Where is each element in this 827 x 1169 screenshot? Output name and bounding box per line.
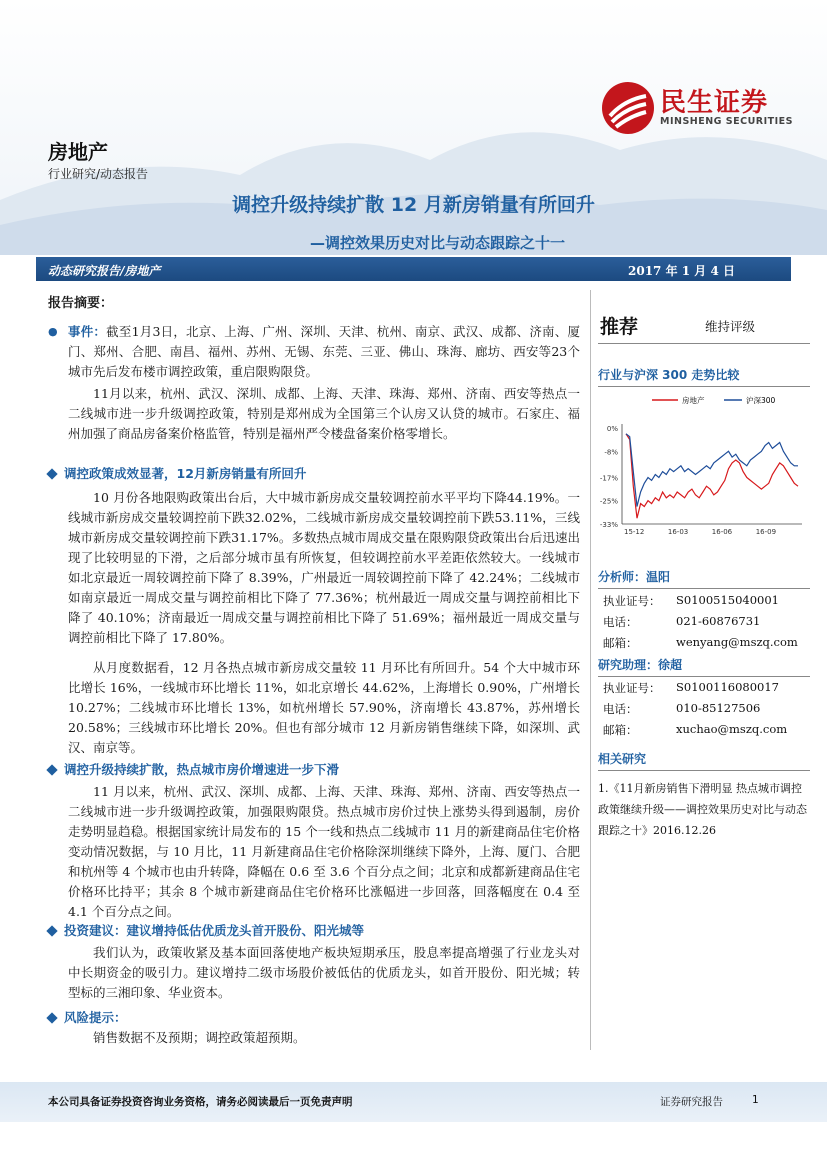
paragraph-2: 10 月份各地限购政策出台后，大中城市新房成交量较调控前水平平均下降44.19%。一线城市新房成交量较调控前下跌32.02%，二线城市新房成交量较调控前下跌53.11%，三线城市新房成交量较调控前下跌31.17%。多数热点城市周成交量在限购限贷政策出台后迅速出现了比较明显的下滑，之后部分城市虽有所恢复，但较调控前水平差距依然较大。一线城市如北京最近一周较调控前下降了 8.39%，广州最近一周较调控前下降了 42.24%；二线城市如南京最近一周成交量与调控前相比下降了 77.36%；杭州最近一周成交量与调控前相比下降了 40.10%；济南最近一周成交量与调控前相比下降了 51.69%；福州最近一周成交量与调控前相比下降了 17.80%。 [68, 490, 580, 645]
event-paragraph [68, 322, 580, 382]
assistant-phone: 010-85127506 [676, 701, 761, 715]
paragraph-4: 11 月以来，杭州、武汉、深圳、成都、上海、天津、珠海、郑州、济南、西安等热点一二线城市进一步升级调控政策，加强限购限贷。热点城市房价过快上涨势头得到遏制，房价走势明显趋稳。根据国家统计局发布的 15 个一线和热点二线城市 11 月的新建商品住宅价格变动情况数据，与 10 月比，11 月新建商品住宅价格除深圳继续下降外，上海、厦门、合肥和杭州等 4 个城市也由升转降，降幅在 0.6 至 3.6 个百分点之间；北京和成都新建商品住宅价格环比持平；其余 8 个城市新建商品住宅价格环比涨幅进一步回落，回落幅度在 0.4 至 4.1 个百分点之间。 [68, 784, 580, 919]
paragraph-1: 11月以来，杭州、武汉、深圳、成都、上海、天津、珠海、郑州、济南、西安等热点一二线城市进一步升级调控政策，特别是郑州成为全国第三个认房又认贷的城市。石家庄、福州加强了商品房备案价格监管，特别是福州严令楼盘备案价格零增长。 [68, 386, 580, 441]
section-heading-1 [48, 464, 306, 482]
series-line-real-estate [626, 434, 798, 518]
analyst-email[interactable]: wenyang@mszq.com [676, 635, 798, 649]
chart-legend [652, 395, 776, 405]
logo-text-en: MINSHENG SECURITIES [660, 116, 793, 127]
analyst-phone: 021-60876731 [676, 614, 761, 628]
sector-label: 房地产 [48, 140, 108, 164]
legend-label-1: 沪深300 [746, 396, 776, 405]
report-subtitle [0, 232, 827, 253]
paragraph-5: 我们认为，政策收紧及基本面回落使地产板块短期承压，股息率提高增强了行业龙头对中长期资金的吸引力。建议增持二级市场股价被低估的优质龙头，如首开股份、阳光城；转型标的三湘印象、华业资本。 [68, 945, 580, 1000]
diamond-icon [46, 1012, 57, 1023]
diamond-icon [46, 468, 57, 479]
chart-plot [600, 424, 802, 536]
x-tick-label: 16-09 [755, 528, 777, 536]
report-category: 行业研究/动态报告 [48, 167, 149, 181]
report-title: 调控升级持续扩散 12 月新房销量有所回升 [232, 194, 595, 216]
logo-text-cn: 民生证券 [660, 88, 769, 118]
analyst-phone-label: 电话： [603, 615, 638, 629]
footer-label: 证券研究报告 [660, 1096, 723, 1108]
footer-disclaimer: 本公司具备证券投资咨询业务资格，请务必阅读最后一页免责声明 [48, 1096, 353, 1108]
y-tick-label: -17% [599, 474, 618, 483]
assistant-email[interactable]: xuchao@mszq.com [676, 722, 788, 736]
page-number: 1 [752, 1094, 759, 1106]
report-type: 动态研究报告/房地产 [48, 264, 161, 278]
minsheng-logo-icon [600, 80, 656, 136]
legend-label-0: 房地产 [682, 396, 705, 405]
analyst-email-label: 邮箱： [603, 636, 638, 650]
diamond-icon [46, 925, 57, 936]
x-tick-label: 15-12 [624, 528, 645, 536]
event-text: 截至1月3日，北京、上海、广州、深圳、天津、杭州、南京、武汉、成都、济南、厦门、郑州、合肥、南昌、福州、苏州、无锡、东莞、三亚、佛山、珠海、廊坊、西安等23个城市先后发布楼市调控政策，重启限购限贷。 [68, 324, 580, 379]
trend-chart [596, 388, 814, 538]
section-heading-3-text: 投资建议：建议增持低估优质龙头首开股份、阳光城等 [64, 923, 365, 938]
analyst-heading: 分析师：温阳 [598, 568, 810, 589]
x-tick-label: 16-06 [711, 528, 733, 536]
rating-sub: 维持评级 [705, 319, 756, 334]
assistant-heading: 研究助理：徐超 [598, 656, 810, 677]
section-heading-4-text: 风险提示： [64, 1010, 127, 1025]
assistant-license-label: 执业证号： [603, 681, 661, 695]
assistant-license: S0100116080017 [676, 680, 779, 694]
assistant-phone-label: 电话： [603, 702, 638, 716]
report-subtitle-text: —调控效果历史对比与动态跟踪之十一 [309, 234, 565, 252]
related-heading: 相关研究 [598, 750, 810, 771]
section-heading-2-text: 调控升级持续扩散，热点城市房价增速进一步下滑 [64, 762, 340, 777]
event-label: 事件： [68, 324, 107, 339]
bullet-icon: ● [48, 325, 58, 338]
divider [598, 343, 810, 344]
diamond-icon [46, 764, 57, 775]
series-line-hs300 [626, 434, 798, 507]
section-heading-3 [48, 921, 364, 939]
column-divider [590, 290, 591, 1050]
abstract-heading: 报告摘要： [48, 296, 114, 311]
section-heading-2 [48, 760, 339, 778]
analyst-license-label: 执业证号： [603, 594, 661, 608]
analyst-license: S0100515040001 [676, 593, 779, 607]
paragraph-6: 销售数据不及预期；调控政策超预期。 [93, 1030, 306, 1045]
y-tick-label: 0% [606, 425, 618, 433]
section-heading-4 [48, 1008, 127, 1026]
related-research-link[interactable]: 1.《11月新房销售下滑明显 热点城市调控政策继续升级——调控效果历史对比与动态跟踪之十》2016.12.26 [598, 782, 807, 837]
rating: 推荐 [600, 316, 639, 338]
x-tick-label: 16-03 [667, 528, 689, 536]
section-heading-1-text: 调控政策成效显著，12月新房销量有所回升 [64, 466, 307, 481]
report-date: 2017 年 1 月 4 日 [628, 264, 735, 278]
y-tick-label: -33% [599, 521, 618, 529]
paragraph-3: 从月度数据看，12 月各热点城市新房成交量较 11 月环比有所回升。54 个大中城市环比增长 16%，一线城市环比增长 11%，如北京增长 44.62%，上海增长 0.90%，广州增长 10.27%；二线城市环比增长 13%，如杭州增长 57.90%，济南增长 43.87%，苏州增长 20.58%；三线城市环比增长 20%。但也有部分城市 12 月新房销售继续下降，如深圳、武汉、南京等。 [68, 660, 580, 755]
y-tick-label: -8% [604, 448, 618, 457]
assistant-email-label: 邮箱： [603, 723, 638, 737]
y-tick-label: -25% [599, 497, 618, 506]
chart-heading: 行业与沪深 300 走势比较 [598, 366, 810, 387]
